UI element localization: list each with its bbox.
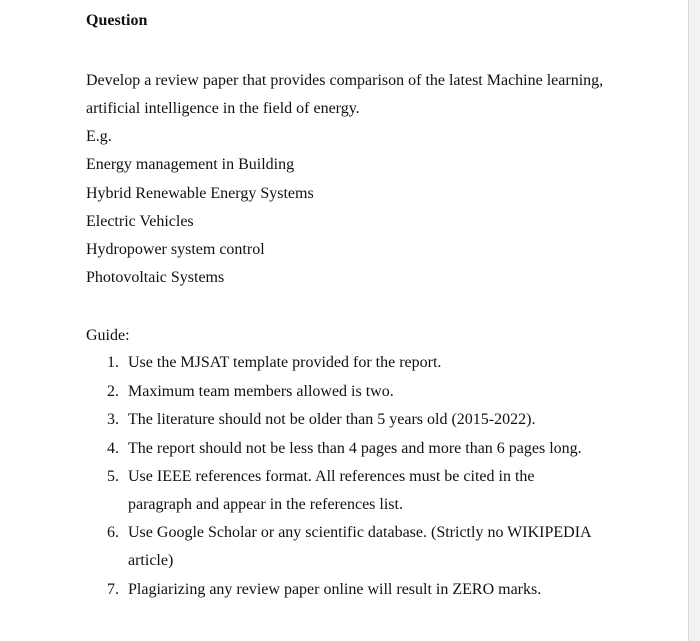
example-item: Energy management in Building: [86, 156, 295, 173]
example-item: Hybrid Renewable Energy Systems: [86, 185, 314, 202]
guide-item-text: The literature should not be older than 5 years old (2015-2022).: [128, 411, 536, 428]
prompt-line-2: artificial intelligence in the field of energy.: [86, 100, 360, 117]
guide-item-text: Maximum team members allowed is two.: [128, 383, 394, 400]
guide-item-number: 7.: [107, 581, 119, 598]
guide-item-text-continued: paragraph and appear in the references list.: [128, 496, 403, 513]
page-edge: [688, 0, 700, 641]
guide-item-number: 2.: [107, 383, 119, 400]
guide-item-number: 1.: [107, 354, 119, 371]
guide-item-text-continued: article): [128, 552, 174, 569]
example-item: Electric Vehicles: [86, 213, 194, 230]
guide-item-text: The report should not be less than 4 pages and more than 6 pages long.: [128, 440, 582, 457]
example-item: Photovoltaic Systems: [86, 269, 225, 286]
guide-item-text: Use Google Scholar or any scientific database. (Strictly no WIKIPEDIA: [128, 524, 592, 541]
example-item: Hydropower system control: [86, 241, 265, 258]
guide-item-text: Use IEEE references format. All references must be cited in the: [128, 468, 535, 485]
guide-item-number: 3.: [107, 411, 119, 428]
guide-item-number: 4.: [107, 440, 119, 457]
question-heading: Question: [86, 12, 148, 29]
example-label: E.g.: [86, 128, 112, 145]
guide-item-number: 5.: [107, 468, 119, 485]
guide-label: Guide:: [86, 327, 130, 344]
guide-item-text: Plagiarizing any review paper online will result in ZERO marks.: [128, 581, 542, 598]
prompt-line-1: Develop a review paper that provides comparison of the latest Machine learning,: [86, 72, 604, 89]
guide-item-text: Use the MJSAT template provided for the report.: [128, 354, 442, 371]
guide-item-number: 6.: [107, 524, 119, 541]
